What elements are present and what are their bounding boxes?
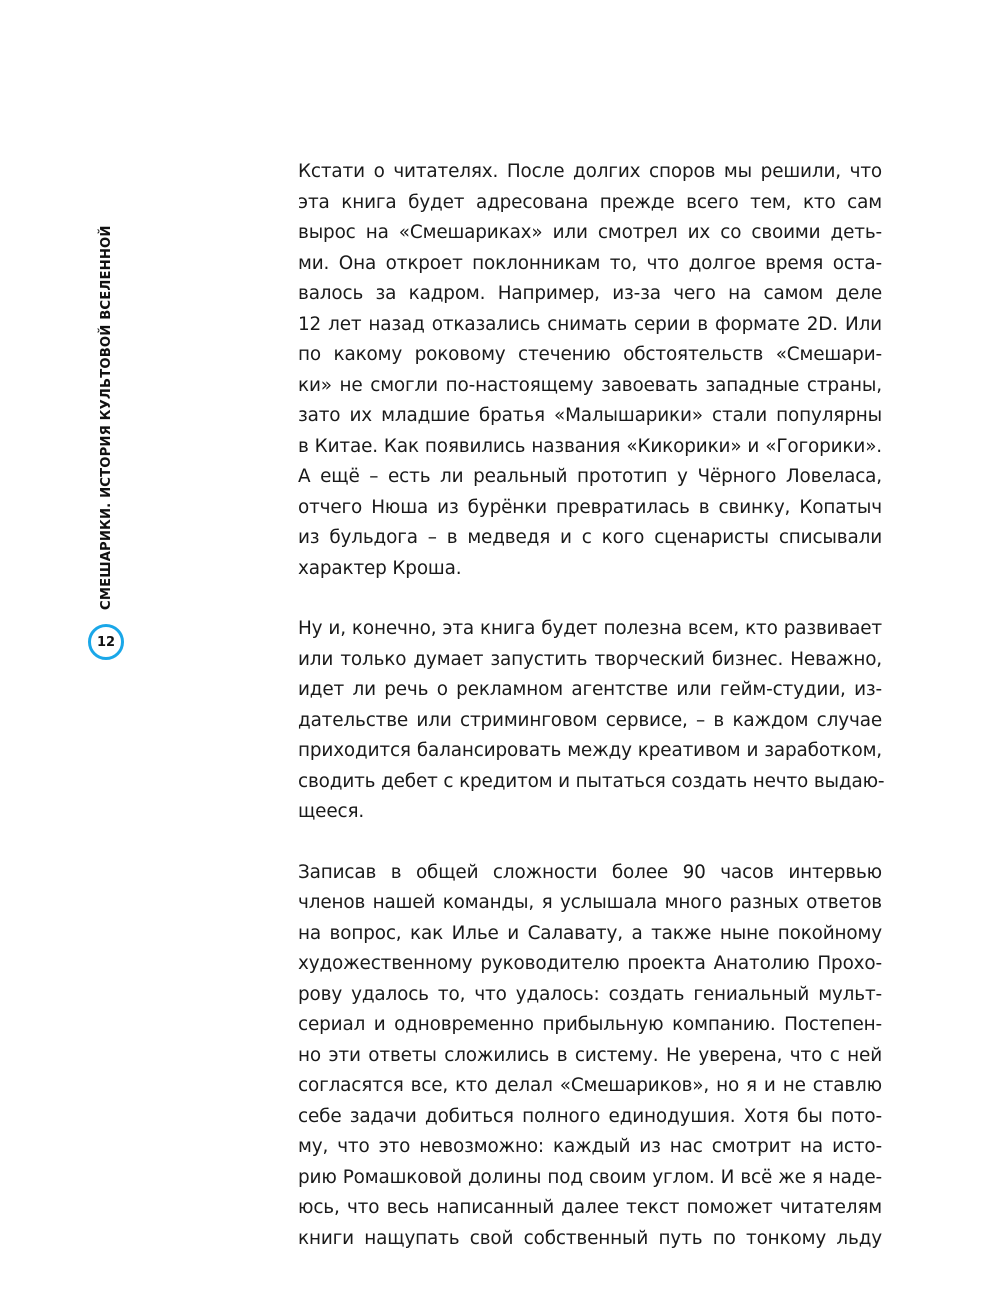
text-line: отчего Нюша из бурёнки превратилась в свинку, Копатыч: [298, 496, 882, 518]
text-line: 12 лет назад отказались снимать серии в формате 2D. Или: [298, 313, 882, 335]
text-line: Кстати о читателях. После долгих споров мы решили, что: [298, 161, 882, 182]
text-line: щееся.: [298, 801, 365, 822]
text-line: зато их младшие братья «Малышарики» стали популярны: [298, 405, 882, 426]
text-line: характер Кроша.: [298, 557, 462, 579]
text-line: в Китае. Как появились названия «Кикорики» и «Гогорики».: [298, 435, 882, 457]
text-line: Записав в общей сложности более 90 часов интервью: [298, 861, 882, 883]
text-line: идет ли речь о рекламном агентстве или гейм-студии, из-: [298, 679, 882, 700]
text-line: согласятся все, кто делал «Смешариков», но я и не ставлю: [298, 1075, 882, 1096]
text-line: себе задачи добиться полного единодушия. Хотя бы пото-: [298, 1105, 882, 1127]
text-line: ми. Она откроет поклонникам то, что долгое время оста-: [298, 252, 882, 274]
text-line: рию Ромашковой долины под своим углом. И всё же я наде-: [298, 1166, 882, 1188]
text-line: юсь, что весь написанный далее текст поможет читателям: [298, 1197, 882, 1218]
running-head-title: СМЕШАРИКИ. ИСТОРИЯ КУЛЬТОВОЙ ВСЕЛЕННОЙ: [99, 225, 114, 610]
text-line: но эти ответы сложились в систему. Не уверена, что с ней: [298, 1044, 882, 1066]
text-line: эта книга будет адресована прежде всего тем, кто сам: [298, 191, 882, 213]
text-line: сводить дебет с кредитом и пытаться создать нечто выдаю-: [298, 770, 885, 792]
text-line: А ещё – есть ли реальный прототип у Чёрного Ловеласа,: [298, 466, 882, 487]
paragraph-3: [298, 858, 882, 1255]
text-line: ки» не смогли по-настоящему завоевать западные страны,: [298, 374, 882, 396]
text-line: валось за кадром. Например, из-за чего на самом деле: [298, 283, 882, 304]
text-line: вырос на «Смешариках» или смотрел их со своими деть-: [298, 222, 882, 243]
text-line: по какому роковому стечению обстоятельств «Смешари-: [298, 344, 882, 365]
paragraph-1: [298, 157, 882, 584]
text-line: членов нашей команды, я услышала много разных ответов: [298, 892, 882, 913]
text-line: сериал и одновременно прибыльную компанию. Постепен-: [298, 1014, 882, 1035]
text-line: приходится балансировать между креативом и заработком,: [298, 740, 882, 761]
text-line: на вопрос, как Илье и Салавату, а также ныне покойному: [298, 922, 882, 944]
text-line: из бульдога – в медведя и с кого сценаристы списывали: [298, 527, 882, 548]
body-text: [298, 157, 885, 1254]
paragraph-2: [298, 614, 885, 828]
text-line: рову удалось то, что удалось: создать гениальный мульт-: [298, 983, 882, 1005]
text-line: художественному руководителю проекта Анатолию Прохо-: [298, 953, 882, 974]
text-line: книги нащупать свой собственный путь по тонкому льду: [298, 1227, 882, 1249]
text-line: дательстве или стриминговом сервисе, – в каждом случае: [298, 709, 882, 731]
text-line: Ну и, конечно, эта книга будет полезна всем, кто развивает: [298, 618, 882, 639]
text-line: или только думает запустить творческий бизнес. Неважно,: [298, 648, 882, 670]
running-head: [88, 225, 132, 680]
page-number-badge: 12: [88, 624, 124, 660]
text-line: му, что это невозможно: каждый из нас смотрит на исто-: [298, 1136, 882, 1157]
